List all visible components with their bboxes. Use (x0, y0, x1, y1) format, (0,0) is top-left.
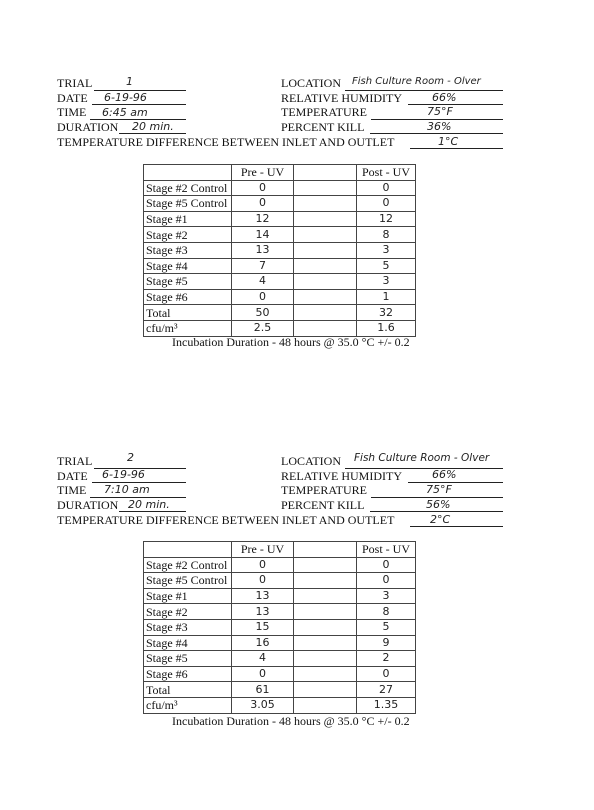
temp-diff-label: TEMPERATURE DIFFERENCE BETWEEN INLET AND OUTLET (57, 513, 395, 527)
duration-value: 20 min. (128, 498, 170, 511)
duration-line (119, 511, 186, 512)
row-label-cell: Stage #2 (144, 604, 232, 620)
duration-line (119, 133, 186, 134)
humidity-label: RELATIVE HUMIDITY (281, 469, 402, 483)
temp-diff-value: 2°C (430, 513, 451, 526)
blank-cell (294, 619, 357, 635)
date-value: 6-19-96 (102, 468, 145, 481)
post-uv-cell: 9 (357, 635, 416, 651)
post-uv-cell: 3 (357, 274, 416, 290)
post-uv-cell: 8 (357, 604, 416, 620)
blank-cell (294, 258, 357, 274)
pre-uv-cell: 0 (232, 196, 294, 212)
results-table (143, 164, 416, 337)
temp-diff-line (410, 526, 503, 527)
blank-cell (294, 196, 357, 212)
date-value: 6-19-96 (104, 91, 147, 104)
row-label-cell: Stage #6 (144, 289, 232, 305)
header-post-uv-cell: Post - UV (357, 165, 416, 181)
blank-cell (294, 227, 357, 243)
row-label-cell: Stage #3 (144, 242, 232, 258)
header-blank-cell (294, 542, 357, 558)
duration-value: 20 min. (132, 120, 174, 133)
location-value: Fish Culture Room - Olver (354, 452, 490, 464)
time-value: 6:45 am (102, 106, 148, 119)
post-uv-cell: 3 (357, 242, 416, 258)
humidity-line (408, 482, 503, 483)
pre-uv-cell: 3.05 (232, 697, 294, 713)
post-uv-cell: 5 (357, 258, 416, 274)
table-row (144, 588, 416, 604)
row-label-cell: Stage #5 Control (144, 196, 232, 212)
date-label: DATE (57, 469, 88, 483)
humidity-value: 66% (432, 468, 457, 481)
table-row (144, 666, 416, 682)
table-row (144, 211, 416, 227)
row-label-cell: Stage #4 (144, 635, 232, 651)
blank-cell (294, 573, 357, 589)
blank-cell (294, 211, 357, 227)
header-row-label-cell (144, 542, 232, 558)
row-label-cell: Stage #4 (144, 258, 232, 274)
location-label: LOCATION (281, 76, 341, 90)
row-label-cell: Stage #2 Control (144, 180, 232, 196)
row-label-cell: Stage #6 (144, 666, 232, 682)
pre-uv-cell: 0 (232, 180, 294, 196)
results-table-body (144, 542, 416, 714)
temperature-value: 75°F (426, 483, 452, 496)
pre-uv-cell: 13 (232, 588, 294, 604)
table-header-row (144, 165, 416, 181)
row-label-cell: cfu/m³ (144, 320, 232, 336)
post-uv-cell: 8 (357, 227, 416, 243)
pre-uv-cell: 2.5 (232, 320, 294, 336)
blank-cell (294, 651, 357, 667)
percent-kill-value: 56% (426, 498, 451, 511)
row-label-cell: Total (144, 682, 232, 698)
humidity-line (408, 104, 503, 105)
pre-uv-cell: 0 (232, 557, 294, 573)
blank-cell (294, 305, 357, 321)
table-row (144, 557, 416, 573)
post-uv-cell: 27 (357, 682, 416, 698)
temperature-value: 75°F (427, 105, 453, 118)
trial-section-1 (0, 0, 594, 380)
temp-diff-label: TEMPERATURE DIFFERENCE BETWEEN INLET AND OUTLET (57, 135, 395, 149)
post-uv-cell: 2 (357, 651, 416, 667)
table-row (144, 682, 416, 698)
post-uv-cell: 1.35 (357, 697, 416, 713)
duration-label: DURATION (57, 120, 119, 134)
row-label-cell: Total (144, 305, 232, 321)
table-row (144, 242, 416, 258)
pre-uv-cell: 0 (232, 573, 294, 589)
post-uv-cell: 0 (357, 573, 416, 589)
table-row (144, 573, 416, 589)
pre-uv-cell: 13 (232, 604, 294, 620)
blank-cell (294, 180, 357, 196)
date-label: DATE (57, 91, 88, 105)
temp-diff-value: 1°C (438, 135, 459, 148)
trial-label: TRIAL (57, 76, 93, 90)
blank-cell (294, 289, 357, 305)
pre-uv-cell: 15 (232, 619, 294, 635)
table-row (144, 180, 416, 196)
row-label-cell: cfu/m³ (144, 697, 232, 713)
blank-cell (294, 666, 357, 682)
pre-uv-cell: 14 (232, 227, 294, 243)
pre-uv-cell: 7 (232, 258, 294, 274)
row-label-cell: Stage #3 (144, 619, 232, 635)
pre-uv-cell: 13 (232, 242, 294, 258)
table-row (144, 320, 416, 336)
location-value: Fish Culture Room - Olver (352, 76, 481, 87)
trial-value: 1 (126, 75, 133, 88)
pre-uv-cell: 16 (232, 635, 294, 651)
blank-cell (294, 604, 357, 620)
post-uv-cell: 0 (357, 180, 416, 196)
header-pre-uv-cell: Pre - UV (232, 542, 294, 558)
percent-kill-value: 36% (427, 120, 452, 133)
row-label-cell: Stage #5 (144, 651, 232, 667)
table-row (144, 289, 416, 305)
header-pre-uv-cell: Pre - UV (232, 165, 294, 181)
post-uv-cell: 3 (357, 588, 416, 604)
trial-section-2 (0, 378, 594, 758)
duration-label: DURATION (57, 498, 119, 512)
row-label-cell: Stage #1 (144, 211, 232, 227)
trial-value: 2 (127, 451, 134, 464)
post-uv-cell: 12 (357, 211, 416, 227)
incubation-note: Incubation Duration - 48 hours @ 35.0 °C +/- 0.2 (172, 714, 410, 728)
blank-cell (294, 588, 357, 604)
table-row (144, 651, 416, 667)
results-table-body (144, 165, 416, 337)
pre-uv-cell: 0 (232, 666, 294, 682)
row-label-cell: Stage #5 (144, 274, 232, 290)
table-row (144, 258, 416, 274)
pre-uv-cell: 61 (232, 682, 294, 698)
table-row (144, 196, 416, 212)
header-row-label-cell (144, 165, 232, 181)
post-uv-cell: 0 (357, 196, 416, 212)
percent-kill-line (370, 511, 503, 512)
row-label-cell: Stage #1 (144, 588, 232, 604)
table-header-row (144, 542, 416, 558)
pre-uv-cell: 4 (232, 651, 294, 667)
blank-cell (294, 635, 357, 651)
row-label-cell: Stage #5 Control (144, 573, 232, 589)
post-uv-cell: 0 (357, 666, 416, 682)
time-label: TIME (57, 105, 87, 119)
blank-cell (294, 697, 357, 713)
pre-uv-cell: 4 (232, 274, 294, 290)
temperature-label: TEMPERATURE (281, 483, 368, 497)
blank-cell (294, 242, 357, 258)
blank-cell (294, 682, 357, 698)
pre-uv-cell: 0 (232, 289, 294, 305)
percent-kill-line (370, 133, 503, 134)
table-row (144, 635, 416, 651)
table-row (144, 305, 416, 321)
blank-cell (294, 274, 357, 290)
humidity-label: RELATIVE HUMIDITY (281, 91, 402, 105)
table-row (144, 227, 416, 243)
trial-label: TRIAL (57, 454, 93, 468)
header-blank-cell (294, 165, 357, 181)
blank-cell (294, 557, 357, 573)
row-label-cell: Stage #2 Control (144, 557, 232, 573)
header-post-uv-cell: Post - UV (357, 542, 416, 558)
incubation-note: Incubation Duration - 48 hours @ 35.0 °C +/- 0.2 (172, 335, 410, 349)
humidity-value: 66% (432, 91, 457, 104)
post-uv-cell: 1.6 (357, 320, 416, 336)
pre-uv-cell: 50 (232, 305, 294, 321)
results-table (143, 541, 416, 714)
date-line (92, 104, 186, 105)
row-label-cell: Stage #2 (144, 227, 232, 243)
pre-uv-cell: 12 (232, 211, 294, 227)
table-row (144, 697, 416, 713)
table-row (144, 604, 416, 620)
post-uv-cell: 1 (357, 289, 416, 305)
percent-kill-label: PERCENT KILL (281, 120, 365, 134)
post-uv-cell: 32 (357, 305, 416, 321)
table-row (144, 619, 416, 635)
time-label: TIME (57, 483, 87, 497)
post-uv-cell: 5 (357, 619, 416, 635)
temp-diff-line (410, 148, 503, 149)
percent-kill-label: PERCENT KILL (281, 498, 365, 512)
temperature-label: TEMPERATURE (281, 105, 368, 119)
location-label: LOCATION (281, 454, 341, 468)
post-uv-cell: 0 (357, 557, 416, 573)
time-value: 7:10 am (104, 483, 150, 496)
table-row (144, 274, 416, 290)
blank-cell (294, 320, 357, 336)
